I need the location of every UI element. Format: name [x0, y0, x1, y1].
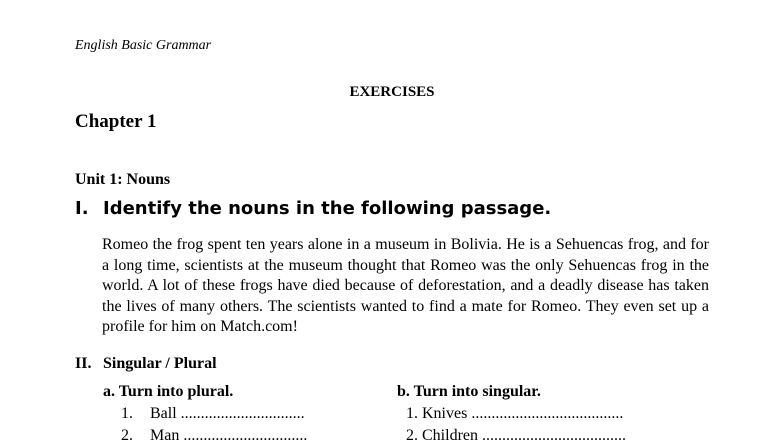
plural-column-title: a. Turn into plural. — [103, 383, 234, 400]
plural-item-text: Ball ............................... — [150, 405, 305, 422]
plural-item-number: 2. — [121, 427, 133, 444]
section-2-number: II. — [75, 355, 92, 372]
singular-item: 1. Knives ...................................... — [406, 405, 624, 422]
section-1-title: Identify the nouns in the following passage. — [103, 198, 552, 219]
singular-column-title: b. Turn into singular. — [397, 383, 541, 400]
singular-item: 2. Children .................................... — [406, 427, 626, 444]
running-header: English Basic Grammar — [75, 38, 212, 53]
plural-item-text: Man ............................... — [150, 427, 308, 444]
unit-title: Unit 1: Nouns — [75, 171, 171, 188]
plural-item-number: 1. — [121, 405, 133, 422]
chapter-title: Chapter 1 — [75, 111, 157, 132]
exercises-heading: EXERCISES — [349, 84, 435, 100]
section-2-title: Singular / Plural — [103, 355, 217, 372]
passage-text: Romeo the frog spent ten years alone in a museum in Bolivia. He is a Sehuencas frog, and for a long time, scientists at the museum thought that Romeo was the only Sehuencas frog in the world. A lot of these frogs have died because of deforestation, and a deadly disease has taken the lives of many others. The scientists wanted to find a mate for Romeo. They even set up a profile for him on Match.com! — [102, 236, 709, 336]
section-1-number: I. — [75, 198, 89, 219]
